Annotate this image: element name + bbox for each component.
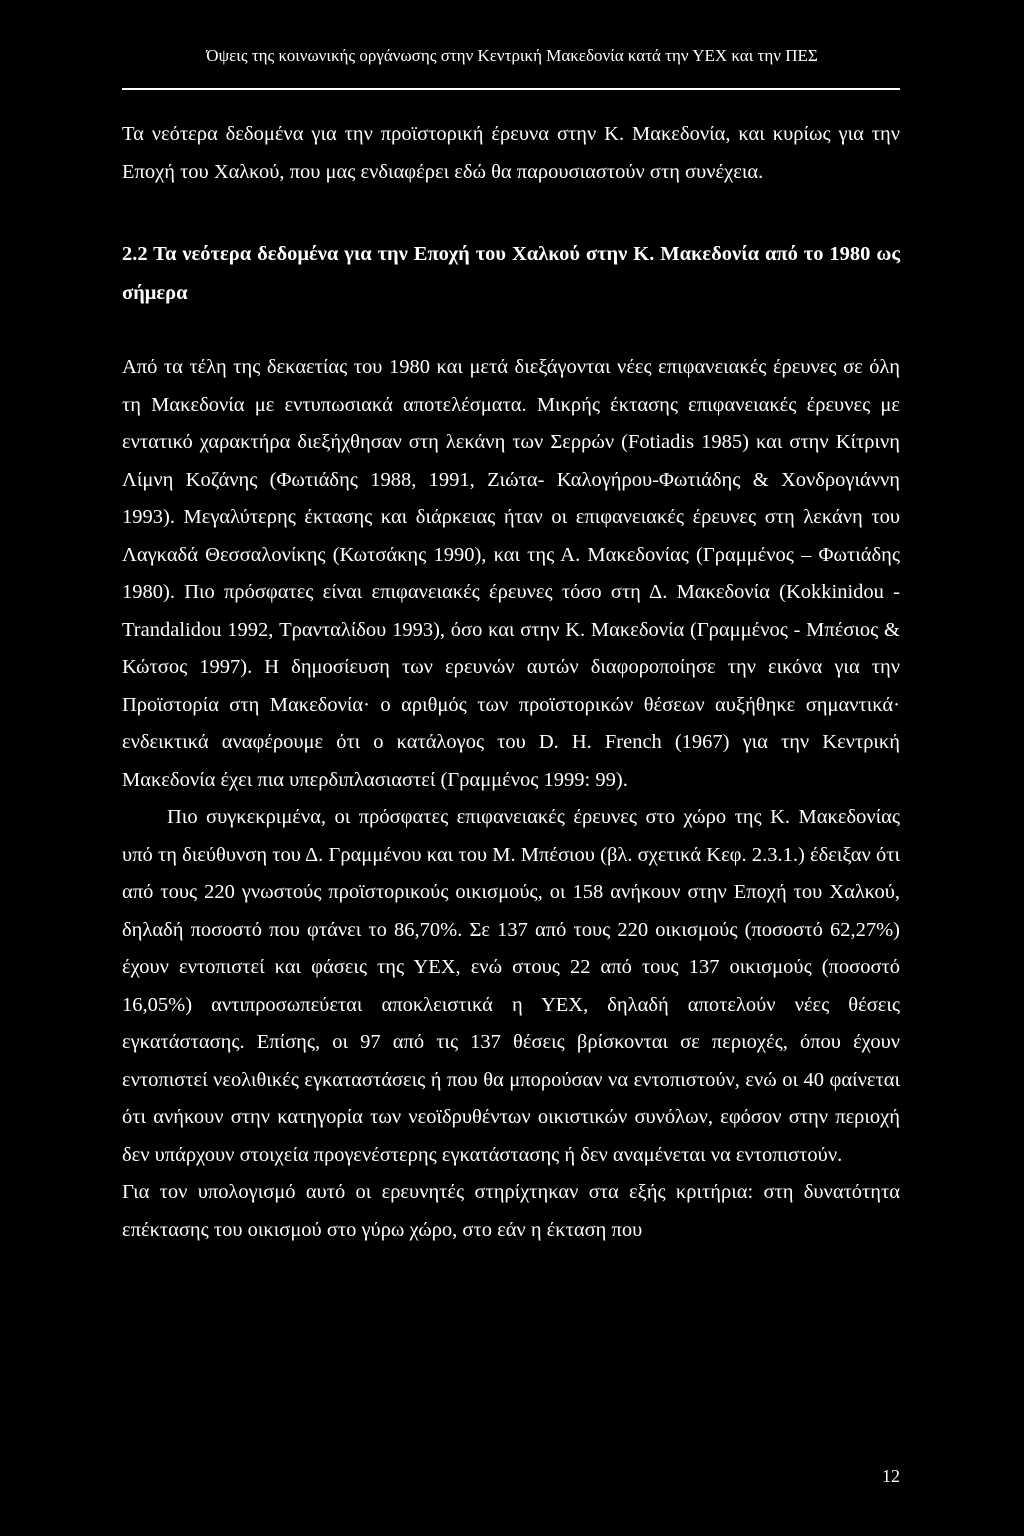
paragraph-intro: Τα νεότερα δεδομένα για την προϊστορική έρευνα στην Κ. Μακεδονία, και κυρίως για την Εποχή του Χαλκού, που μας ενδιαφέρει εδώ θα παρουσιαστούν στη συνέχεια.	[122, 123, 900, 183]
running-title: Όψεις της κοινωνικής οργάνωσης στην Κεντρική Μακεδονία κατά την ΥΕΧ και την ΠΕΣ	[206, 46, 818, 65]
paragraph-statistics: Πιο συγκεκριμένα, οι πρόσφατες επιφανειακές έρευνες στο χώρο της Κ. Μακεδονίας υπό τη διεύθυνση του Δ. Γραμμένου και του Μ. Μπέσιου (βλ. σχετικά Κεφ. 2.3.1.) έδειξαν ότι από τους 220 γνωστούς προϊστορικούς οικισμούς, οι 158 ανήκουν στην Εποχή του Χαλκού, δηλαδή ποσοστό που φτάνει το 86,70%. Σε 137 από τους 220 οικισμούς (ποσοστό 62,27%) έχουν εντοπιστεί και φάσεις της ΥΕΧ, ενώ στους 22 από τους 137 οικισμούς (ποσοστό 16,05%) αντιπροσωπεύεται αποκλειστικά η ΥΕΧ, δηλαδή αποτελούν νέες θέσεις εγκατάστασης. Επίσης, οι 97 από τις 137 θέσεις βρίσκονται σε περιοχές, όπου έχουν εντοπιστεί νεολιθικές εγκαταστάσεις ή που θα μπορούσαν να εντοπιστούν, ενώ οι 40 φαίνεται ότι ανήκουν στην κατηγορία των νεοϊδρυθέντων οικιστικών συνόλων, εφόσον στην περιοχή δεν υπάρχουν στοιχεία προγενέστερης εγκατάστασης ή δεν αναμένεται να εντοπιστούν.	[122, 806, 900, 1166]
paragraph-surveys: Από τα τέλη της δεκαετίας του 1980 και μετά διεξάγονται νέες επιφανειακές έρευνες σε όλη τη Μακεδονία με εντυπωσιακά αποτελέσματα. Μικρής έκτασης επιφανειακές έρευνες με εντατικό χαρακτήρα διεξήχθησαν στη λεκάνη των Σερρών (Fotiadis 1985) και στην Κίτρινη Λίμνη Κοζάνης (Φωτιάδης 1988, 1991, Ζιώτα- Καλογήρου-Φωτιάδης & Χονδρογιάννη 1993). Μεγαλύτερης έκτασης και διάρκειας ήταν οι επιφανειακές έρευνες στη λεκάνη του Λαγκαδά Θεσσαλονίκης (Κωτσάκης 1990), και της Α. Μακεδονίας (Γραμμένος – Φωτιάδης 1980). Πιο πρόσφατες είναι επιφανειακές έρευνες τόσο στη Δ. Μακεδονία (Kokkinidou - Trandalidou 1992, Τρανταλίδου 1993), όσο και στην Κ. Μακεδονία (Γραμμένος - Μπέσιος & Κώτσος 1997). Η δημοσίευση των ερευνών αυτών διαφοροποίησε την εικόνα για την Προϊστορία στη Μακεδονία· ο αριθμός των προϊστορικών θέσεων αυξήθηκε σημαντικά· ενδεικτικά αναφέρουμε ότι ο κατάλογος του D. H. French (1967) για την Κεντρική Μακεδονία έχει πια υπερδιπλασιαστεί (Γραμμένος 1999: 99).	[122, 356, 900, 791]
header-rule	[122, 88, 900, 90]
main-text	[122, 116, 900, 1249]
paragraph-criteria: Για τον υπολογισμό αυτό οι ερευνητές στηρίχτηκαν στα εξής κριτήρια: στη δυνατότητα επέκτασης του οικισμού στο γύρω χώρο, στο εάν η έκταση που	[122, 1181, 900, 1241]
section-heading: 2.2 Τα νεότερα δεδομένα για την Εποχή του Χαλκού στην Κ. Μακεδονία από το 1980 ως σήμερα	[122, 243, 900, 304]
page-number: 12	[882, 1466, 900, 1486]
